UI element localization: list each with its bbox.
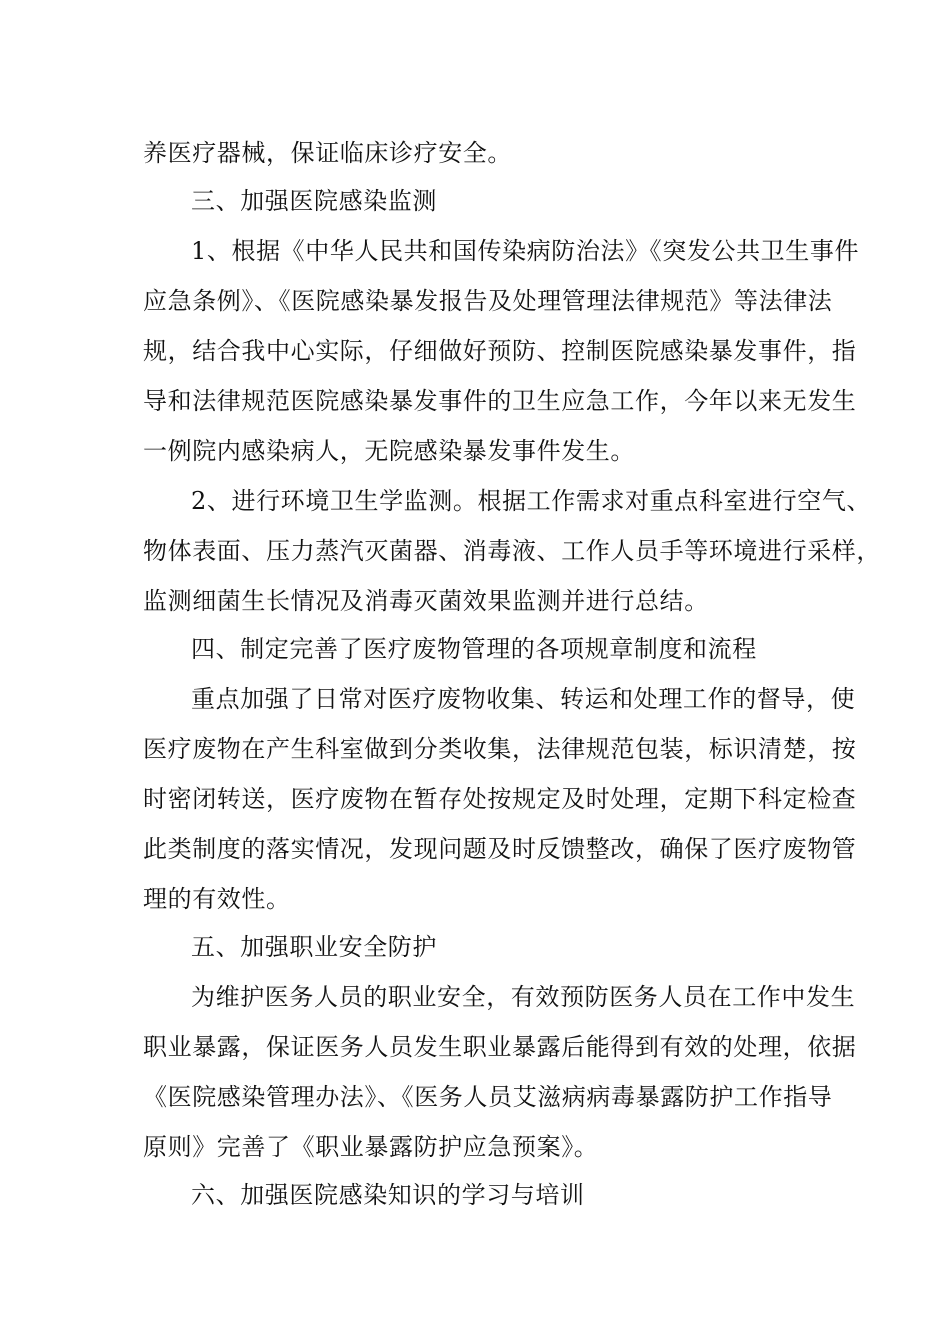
section-heading: 三、加强医院感染监测 <box>191 187 437 215</box>
paragraph-line: 物体表面、压力蒸汽灭菌器、消毒液、工作人员手等环境进行采样， <box>143 537 881 565</box>
paragraph-line: 理的有效性。 <box>143 885 291 913</box>
paragraph-line: 医疗废物在产生科室做到分类收集，法律规范包装，标识清楚，按 <box>143 735 857 763</box>
paragraph-line: 一例院内感染病人，无院感染暴发事件发生。 <box>143 437 635 465</box>
paragraph-line: 2、进行环境卫生学监测。根据工作需求对重点科室进行空气、 <box>191 487 872 515</box>
paragraph-line: 养医疗器械，保证临床诊疗安全。 <box>143 139 512 167</box>
paragraph-line: 原则》完善了《职业暴露防护应急预案》。 <box>143 1133 599 1161</box>
paragraph-line: 监测细菌生长情况及消毒灭菌效果监测并进行总结。 <box>143 587 709 615</box>
paragraph-line: 应急条例》、《医院感染暴发报告及处理管理法律规范》等法律法 <box>143 287 833 315</box>
section-heading: 五、加强职业安全防护 <box>191 933 437 961</box>
paragraph-line: 此类制度的落实情况，发现问题及时反馈整改，确保了医疗废物管 <box>143 835 857 863</box>
paragraph-line: 职业暴露，保证医务人员发生职业暴露后能得到有效的处理，依据 <box>143 1033 857 1061</box>
paragraph-line: 重点加强了日常对医疗废物收集、转运和处理工作的督导，使 <box>191 685 856 713</box>
paragraph-line: 《医院感染管理办法》、《医务人员艾滋病病毒暴露防护工作指导 <box>143 1083 833 1111</box>
section-heading: 四、制定完善了医疗废物管理的各项规章制度和流程 <box>191 635 757 663</box>
paragraph-line: 为维护医务人员的职业安全，有效预防医务人员在工作中发生 <box>191 983 856 1011</box>
paragraph-line: 规，结合我中心实际，仔细做好预防、控制医院感染暴发事件，指 <box>143 337 857 365</box>
paragraph-line: 时密闭转送，医疗废物在暂存处按规定及时处理，定期下科定检查 <box>143 785 857 813</box>
paragraph-line: 导和法律规范医院感染暴发事件的卫生应急工作，今年以来无发生 <box>143 387 857 415</box>
paragraph-line: 1、根据《中华人民共和国传染病防治法》《突发公共卫生事件 <box>191 237 860 265</box>
section-heading: 六、加强医院感染知识的学习与培训 <box>191 1181 585 1209</box>
